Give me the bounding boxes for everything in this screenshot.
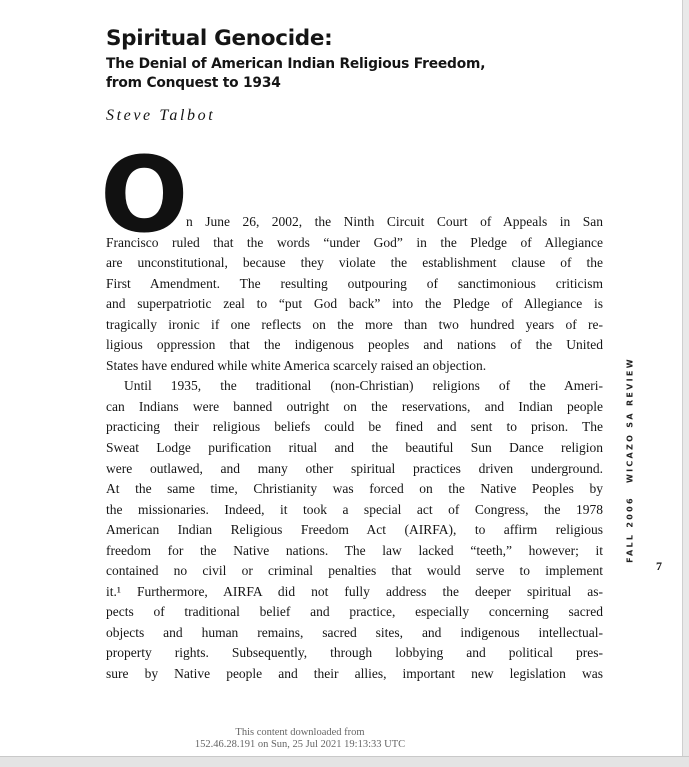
article-title: Spiritual Genocide:	[106, 26, 333, 51]
author-name: Steve Talbot	[106, 107, 216, 124]
body-line: contained no civil or criminal penalties that would serve to implement	[106, 563, 603, 579]
body-line: pects of traditional belief and practice, especially concerning sacred	[106, 604, 603, 620]
body-line: the missionaries. Indeed, it took a special act of Congress, the 1978	[106, 501, 603, 517]
body-line: Until 1935, the traditional (non-Christian) religions of the Ameri-	[124, 378, 603, 394]
subtitle-line: from Conquest to 1934	[106, 75, 281, 91]
body-line: States have endured while white America scarcely raised an objection.	[106, 357, 487, 373]
body-line: n June 26, 2002, the Ninth Circuit Court of Appeals in San	[186, 214, 603, 229]
body-line: property rights. Subsequently, through lobbying and political pres-	[106, 645, 603, 661]
article-subtitle	[106, 55, 606, 93]
download-notice	[0, 727, 600, 751]
body-text	[106, 212, 603, 685]
download-notice-line: 152.46.28.191 on Sun, 25 Jul 2021 19:13:33 UTC	[194, 739, 406, 750]
journal-label: WICAZO SA REVIEW	[625, 357, 635, 484]
download-notice-line: This content downloaded from	[235, 727, 365, 738]
page-number: 7	[656, 559, 662, 573]
issue-label: FALL 2006	[625, 496, 635, 563]
body-line: First Amendment. The resulting outpouring of sanctimonious criticism	[106, 275, 603, 291]
body-line: practicing their religious beliefs could be fined and sent to prison. The	[106, 419, 603, 435]
body-line: Sweat Lodge purification ritual and the beautiful Sun Dance religion	[106, 440, 603, 456]
body-line: tragically ironic if one reflects on the more than two hundred years of re-	[106, 316, 603, 332]
body-line: Francisco ruled that the words “under God” in the Pledge of Allegiance	[106, 234, 603, 250]
body-line: At the same time, Christianity was forced on the Native Peoples by	[106, 481, 603, 497]
body-line: and superpatriotic zeal to “put God back” into the Pledge of Allegiance is	[106, 296, 603, 312]
body-line: objects and human remains, sacred sites, and indigenous intellectual-	[106, 624, 603, 640]
body-line: were outlawed, and many other spiritual practices driven underground.	[106, 460, 603, 476]
body-line: are unconstitutional, because they violate the establishment clause of the	[106, 255, 603, 271]
running-footer-vertical	[626, 353, 635, 567]
body-line: freedom for the Native nations. The law lacked “teeth,” however; it	[106, 542, 603, 558]
viewer-right-edge	[682, 0, 689, 767]
subtitle-line: The Denial of American Indian Religious Freedom,	[106, 56, 486, 72]
body-line: ligious oppression that the indigenous peoples and nations of the United	[106, 337, 603, 353]
drop-cap: O	[100, 134, 189, 256]
body-line: American Indian Religious Freedom Act (AIRFA), to affirm religious	[106, 522, 603, 538]
body-line: can Indians were banned outright on the reservations, and Indian people	[106, 398, 603, 414]
body-line: sure by Native people and their allies, important new legislation was	[106, 666, 603, 682]
viewer-bottom-bar	[0, 756, 689, 767]
body-line: it.¹ Furthermore, AIRFA did not fully address the deeper spiritual as-	[106, 583, 603, 599]
